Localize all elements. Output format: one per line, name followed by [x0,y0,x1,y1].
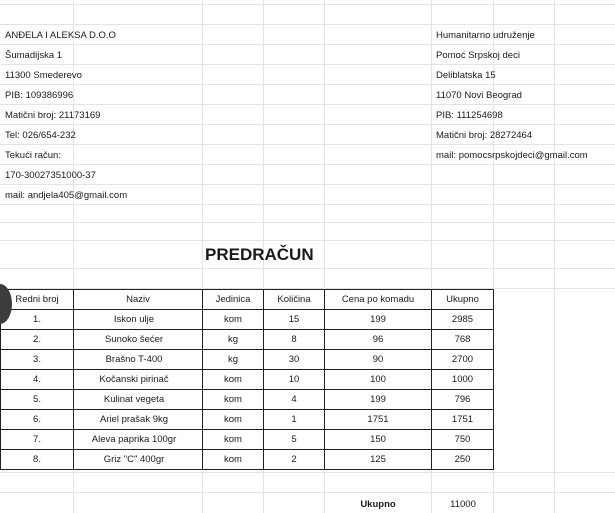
cell-name: Griz "C" 400gr [74,450,203,470]
buyer-address: Deliblatska 15 [436,70,496,81]
cell-serial: 6. [1,410,74,430]
cell-unit: kom [203,430,264,450]
buyer-city: 11070 Novi Beograd [436,90,522,101]
cell-unit-price: 1751 [325,410,432,430]
buyer-pib: PIB: 111254698 [436,110,503,121]
grand-total-label: Ukupno [360,499,396,510]
cell-quantity: 15 [264,310,325,330]
cell-unit: kg [203,330,264,350]
header-quantity: Količina [264,290,325,310]
cell-serial: 4. [1,370,74,390]
table-row [1,350,494,370]
cell-unit-price: 100 [325,370,432,390]
seller-city: 11300 Smederevo [5,70,82,81]
seller-address: Šumadijska 1 [5,50,63,61]
cell-serial: 8. [1,450,74,470]
cell-serial: 7. [1,430,74,450]
cell-serial: 2. [1,330,74,350]
cell-unit-price: 150 [325,430,432,450]
cell-quantity: 8 [264,330,325,350]
buyer-email: mail: pomocsrpskojdeci@gmail.com [436,150,588,161]
cell-unit: kom [203,310,264,330]
buyer-type: Humanitarno udruženje [436,30,535,41]
cell-name: Iskon ulje [74,310,203,330]
cell-quantity: 10 [264,370,325,390]
header-total: Ukupno [432,290,494,310]
table-row [1,430,494,450]
document-title: PREDRAČUN [205,245,314,264]
cell-unit-price: 199 [325,310,432,330]
header-unit-price: Cena po komadu [325,290,432,310]
seller-name: ANĐELA I ALEKSA D.O.O [5,30,116,41]
table-row [1,330,494,350]
items-table [0,289,494,470]
table-row [1,310,494,330]
cell-serial: 5. [1,390,74,410]
seller-pib: PIB: 109386996 [5,90,74,101]
header-serial: Redni broj [1,290,74,310]
seller-account-label: Tekući račun: [5,150,61,161]
seller-email: mail: andjela405@gmail.com [5,190,128,201]
cell-name: Brašno T-400 [74,350,203,370]
cell-total: 1751 [432,410,494,430]
seller-registration-number: Matični broj: 21173169 [5,110,101,121]
cell-total: 2985 [432,310,494,330]
cell-name: Kočanski pirinač [74,370,203,390]
cell-quantity: 2 [264,450,325,470]
cell-total: 250 [432,450,494,470]
cell-total: 1000 [432,370,494,390]
table-row [1,410,494,430]
header-name: Naziv [74,290,203,310]
cell-name: Ariel prašak 9kg [74,410,203,430]
cell-total: 768 [432,330,494,350]
cell-total: 796 [432,390,494,410]
cell-quantity: 4 [264,390,325,410]
cell-unit: kom [203,410,264,430]
table-header-row [1,290,494,310]
grand-total-value: 11000 [450,499,476,510]
seller-phone: Tel: 026/654-232 [5,130,76,141]
cell-unit-price: 125 [325,450,432,470]
cell-unit: kom [203,370,264,390]
cell-unit-price: 90 [325,350,432,370]
seller-account-number: 170-30027351000-37 [5,170,96,181]
header-unit: Jedinica [203,290,264,310]
buyer-registration-number: Matični broj: 28272464 [436,130,533,141]
cell-total: 750 [432,430,494,450]
cell-name: Aleva paprika 100gr [74,430,203,450]
cell-unit: kg [203,350,264,370]
cell-quantity: 1 [264,410,325,430]
table-row [1,370,494,390]
cell-name: Kulinat vegeta [74,390,203,410]
cell-serial: 1. [1,310,74,330]
cell-quantity: 30 [264,350,325,370]
cell-quantity: 5 [264,430,325,450]
cell-unit-price: 199 [325,390,432,410]
table-row [1,390,494,410]
cell-name: Sunoko šećer [74,330,203,350]
cell-unit: kom [203,390,264,410]
cell-unit: kom [203,450,264,470]
buyer-name: Pomoć Srpskoj deci [436,50,520,61]
cell-total: 2700 [432,350,494,370]
cell-unit-price: 96 [325,330,432,350]
table-row [1,450,494,470]
cell-serial: 3. [1,350,74,370]
